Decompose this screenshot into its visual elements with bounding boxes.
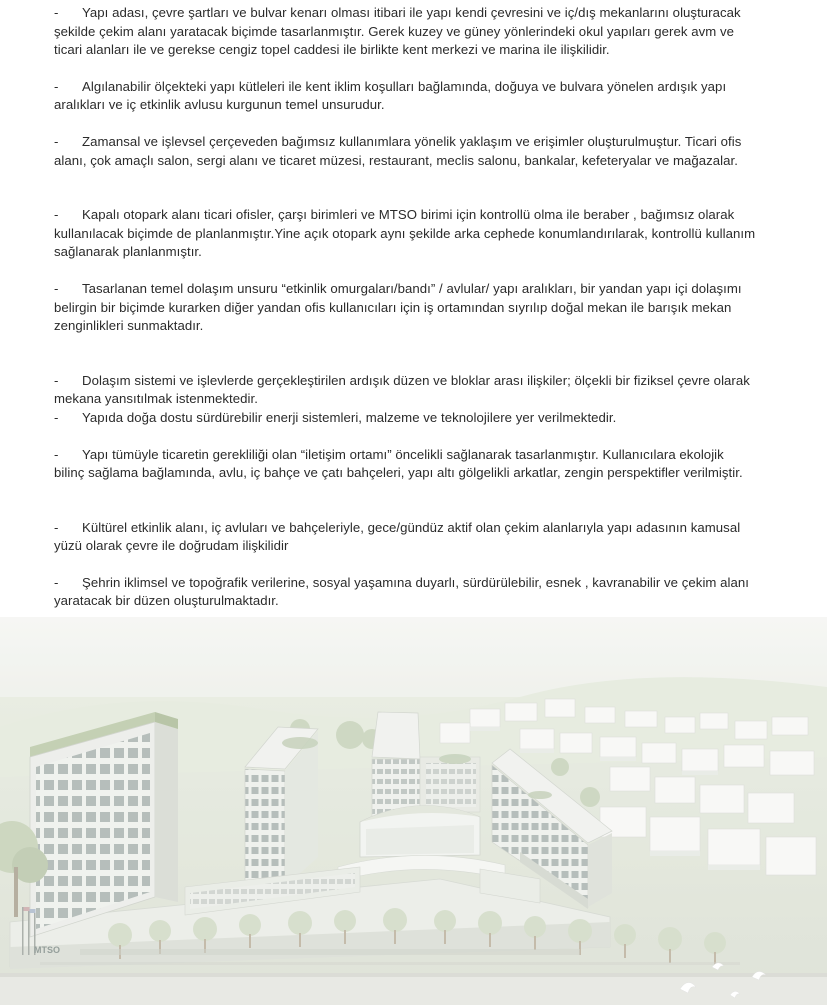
bullet-dash: - (54, 280, 59, 296)
paragraph-line: aralıkları ve iç etkinlik avlusu kurgunun temel unsurudur. (54, 97, 385, 113)
text-body (54, 4, 794, 611)
paragraph (54, 446, 794, 483)
spacer (54, 115, 794, 133)
bullet-dash: - (54, 409, 59, 425)
spacer (54, 262, 794, 280)
paragraph-text: Yapı adası, çevre şartları ve bulvar kenarı olması itibari ile yapı kendi çevresini ve iç/dış mekanlarını oluşturacak (82, 5, 741, 20)
spacer (54, 170, 794, 206)
paragraph-line: kullanılacak biçimde de planlanmıştır.Yine açık otopark aynı şekilde arka cephede konumlandırılarak, kontrollü kullanım (54, 225, 756, 241)
spacer (54, 60, 794, 78)
paragraph (54, 574, 794, 611)
bullet-dash: - (54, 78, 59, 94)
paragraph-line (54, 133, 794, 152)
paragraph-text: Kültürel etkinlik alanı, iç avluları ve bahçeleriyle, gece/gündüz aktif olan çekim alanlarıyla yapı adasının kamusal (82, 519, 741, 535)
spacer (54, 483, 794, 519)
paragraph-line (54, 574, 794, 593)
paragraph (54, 206, 794, 262)
spacer (54, 428, 794, 446)
haze-overlay (0, 617, 827, 1005)
paragraph-line: yüzü olarak çevre ile doğrudam ilişkilidir (54, 538, 289, 554)
bullet-dash: - (54, 446, 59, 462)
paragraph-line (54, 519, 794, 538)
paragraph-line: alanı, çok amaçlı salon, sergi alanı ve ticaret müzesi, restaurant, meclis salonu, bankalar, kefeteryalar ve mağazalar. (54, 152, 738, 168)
paragraph (54, 280, 794, 336)
paragraph (54, 4, 794, 60)
paragraph-line: zenginlikleri sunmaktadır. (54, 318, 204, 334)
paragraph-line (54, 409, 794, 428)
paragraph-line: belirgin bir biçimde kurarken diğer yandan ofis kullanıcıları için iş ortamından sıyrılıp doğal mekan ile barışık mekan (54, 299, 732, 315)
bullet-dash: - (54, 207, 59, 223)
paragraph-line (54, 206, 794, 225)
paragraph-text: Kapalı otopark alanı ticari ofisler, çarşı birimleri ve MTSO birimi için kontrollü olma ile beraber , bağımsız olarak (82, 207, 735, 223)
paragraph-line (54, 446, 794, 465)
paragraph-line: şekilde çekim alanı yaratacak biçimde tasarlanmıştır. Gerek kuzey ve güney yönlerindeki okul yapıları gerek avm ve (54, 23, 735, 39)
paragraph-line (54, 4, 794, 23)
paragraph (54, 78, 794, 115)
paragraph-line: yaratacak bir düzen oluşturulmaktadır. (54, 593, 279, 609)
paragraph-text: Zamansal ve işlevsel çerçeveden bağımsız kullanımlara yönelik yaklaşım ve erişimler oluşturulmuştur. Ticari ofis (82, 133, 742, 149)
spacer (54, 336, 794, 372)
paragraph (54, 409, 794, 428)
bullet-dash: - (54, 574, 59, 590)
bullet-dash: - (54, 133, 59, 149)
paragraph (54, 372, 794, 409)
paragraph-text: Tasarlanan temel dolaşım unsuru “etkinlik omurgaları/bandı” / avlular/ yapı aralıkları, bir yandan yapı içi dolaşımı (82, 280, 742, 296)
paragraph-line: ticari alanları ile ve gerekse cengiz topel caddesi ile birlikte kent merkezi ve marina ile ilişkilidir. (54, 42, 610, 58)
paragraph-line: sağlanarak planlanmıştır. (54, 244, 202, 260)
mtso-sign: MTSO (34, 945, 60, 955)
paragraph-line: mekana yansıtılmak istenmektedir. (54, 391, 258, 407)
spacer (54, 556, 794, 574)
paragraph-line: bilinç sağlama bağlamında, avlu, iç bahçe ve çatı bahçeleri, yapı altı gölgelikli arkatlar, zengin perspektifler verilmiştir. (54, 465, 743, 481)
paragraph (54, 133, 794, 170)
paragraph-line (54, 78, 794, 97)
paragraph-line (54, 372, 794, 391)
paragraph-text: Algılanabilir ölçekteki yapı kütleleri ile kent iklim koşulları bağlamında, doğuya ve bulvara yönelen ardışık yapı (82, 78, 727, 94)
architectural-rendering (0, 617, 827, 1005)
paragraph-text: Dolaşım sistemi ve işlevlerde gerçekleştirilen ardışık düzen ve bloklar arası ilişkiler; ölçekli bir fiziksel çevre olarak (82, 372, 750, 388)
paragraph-text: Yapı tümüyle ticaretin gerekliliği olan “iletişim ortamı” öncelikli sağlanarak tasarlanmıştır. Kullanıcılara ekolojik (82, 446, 724, 462)
bullet-dash: - (54, 5, 59, 20)
bullet-dash: - (54, 372, 59, 388)
paragraph (54, 519, 794, 556)
paragraph-line (54, 280, 794, 299)
bullet-dash: - (54, 519, 59, 535)
paragraph-text: Yapıda doğa dostu sürdürebilir enerji sistemleri, malzeme ve teknolojilere yer verilmektedir. (82, 409, 617, 425)
paragraph-text: Şehrin iklimsel ve topoğrafik verilerine, sosyal yaşamına duyarlı, sürdürülebilir, esnek , kavranabilir ve çekim alanı (82, 574, 750, 590)
